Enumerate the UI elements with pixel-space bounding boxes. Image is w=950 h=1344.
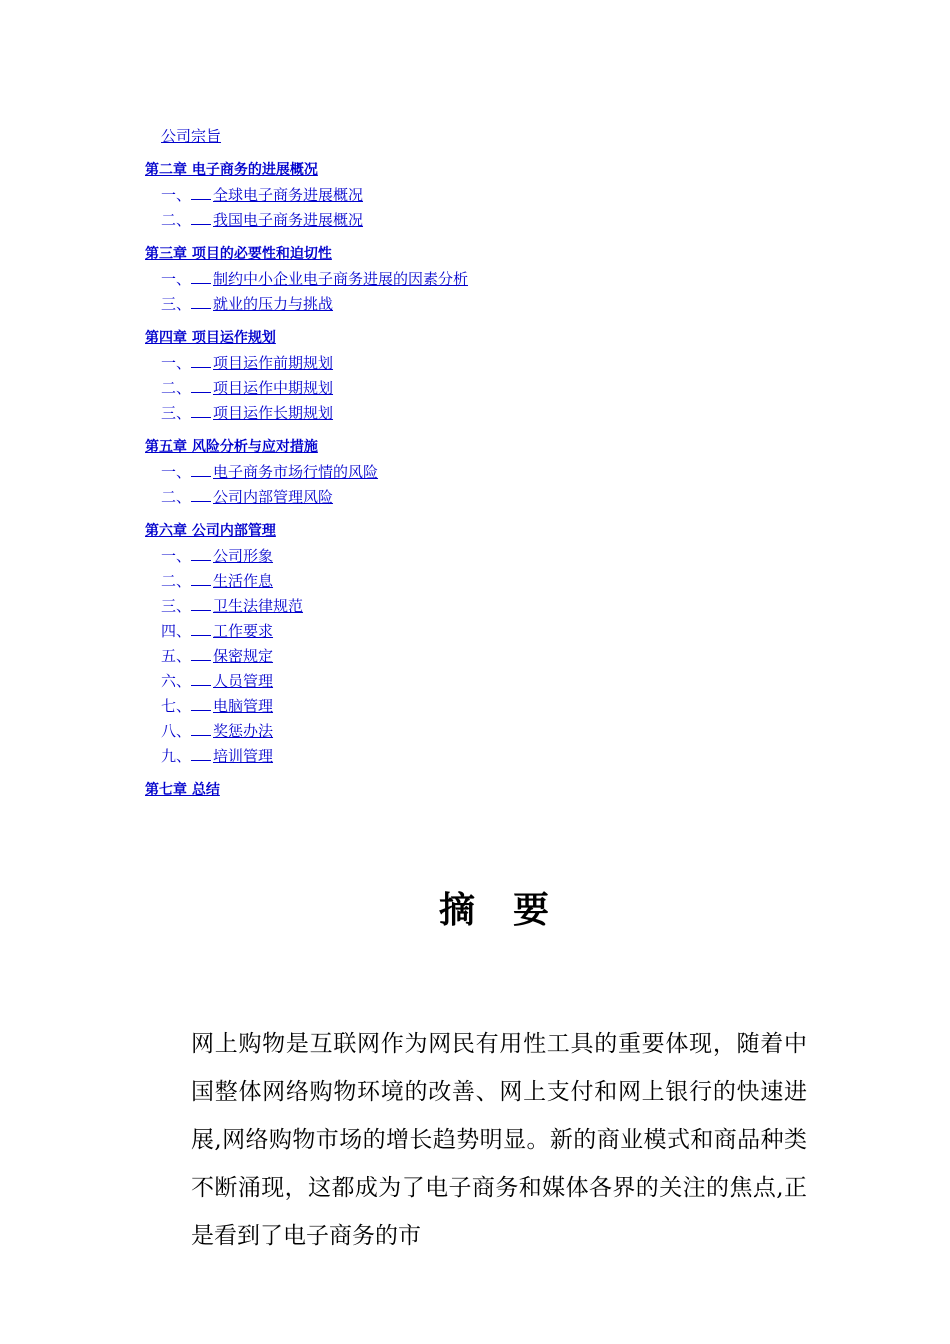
- toc-tab-leader: [191, 378, 211, 393]
- toc-item-number: 六、: [161, 672, 192, 690]
- toc-item-number: 二、: [161, 379, 192, 397]
- toc-item-number: 三、: [161, 597, 192, 615]
- toc-item[interactable]: [145, 208, 845, 233]
- toc-item[interactable]: [145, 401, 845, 426]
- toc-tab-leader: [191, 671, 211, 686]
- toc-tab-leader: [191, 621, 211, 636]
- toc-item-number: 一、: [161, 463, 192, 481]
- toc-chapter[interactable]: [145, 159, 845, 181]
- toc-item-link[interactable]: [161, 597, 303, 615]
- toc-chapter-link[interactable]: 第六章 公司内部管理: [145, 523, 276, 539]
- toc-item-link[interactable]: [161, 647, 273, 665]
- toc-item-label: 电子商务市场行情的风险: [213, 463, 379, 481]
- toc-item-link[interactable]: [161, 672, 273, 690]
- toc-item-number: 八、: [161, 722, 192, 740]
- toc-item-number: 二、: [161, 488, 192, 506]
- toc-tab-leader: [191, 185, 211, 200]
- toc-item-link[interactable]: [161, 463, 378, 481]
- toc-item[interactable]: [145, 594, 845, 619]
- toc-item-label: 人员管理: [213, 672, 274, 690]
- toc-chapter[interactable]: [145, 520, 845, 542]
- toc-item-number: 七、: [161, 697, 192, 715]
- toc-item[interactable]: [145, 292, 845, 317]
- toc-item-label: 奖惩办法: [213, 722, 274, 740]
- toc-chapter-link[interactable]: 第二章 电子商务的进展概况: [145, 162, 318, 178]
- toc-item-label: 电脑管理: [213, 697, 274, 715]
- toc-item[interactable]: [145, 569, 845, 594]
- toc-chapters: [145, 159, 845, 801]
- toc-chapter-link[interactable]: 第四章 项目运作规划: [145, 330, 276, 346]
- toc-chapter[interactable]: [145, 327, 845, 349]
- toc-item[interactable]: [145, 694, 845, 719]
- toc-item[interactable]: [145, 376, 845, 401]
- toc-item-link[interactable]: [161, 488, 333, 506]
- toc-item-link[interactable]: [161, 747, 273, 765]
- toc-item-number: 二、: [161, 572, 192, 590]
- toc-item-number: 四、: [161, 622, 192, 640]
- toc-item[interactable]: [145, 351, 845, 376]
- toc-chapter-link[interactable]: 第三章 项目的必要性和迫切性: [145, 246, 332, 262]
- toc-tab-leader: [191, 696, 211, 711]
- toc-item[interactable]: [145, 267, 845, 292]
- toc-item-link[interactable]: [161, 722, 273, 740]
- toc-item-label: 就业的压力与挑战: [213, 295, 334, 313]
- toc-chapter[interactable]: [145, 779, 845, 801]
- toc-item[interactable]: [145, 619, 845, 644]
- toc-item-label: 项目运作中期规划: [213, 379, 334, 397]
- toc-link[interactable]: 公司宗旨: [161, 127, 222, 145]
- toc-tab-leader: [191, 721, 211, 736]
- toc-item-link[interactable]: [161, 404, 333, 422]
- toc-chapter-link[interactable]: 第五章 风险分析与应对措施: [145, 439, 318, 455]
- toc-item[interactable]: [145, 544, 845, 569]
- toc-chapter-link[interactable]: 第七章 总结: [145, 782, 220, 798]
- toc-item-number: 一、: [161, 547, 192, 565]
- toc-item[interactable]: [145, 485, 845, 510]
- abstract-heading: 摘要: [438, 890, 587, 931]
- toc-item-link[interactable]: [161, 295, 333, 313]
- toc-tab-leader: [191, 596, 211, 611]
- toc-item-link[interactable]: [161, 211, 363, 229]
- toc-item-number: 三、: [161, 295, 192, 313]
- toc-item[interactable]: [145, 644, 845, 669]
- toc-item-number: 三、: [161, 404, 192, 422]
- toc-item[interactable]: [145, 460, 845, 485]
- toc-item-label: 工作要求: [213, 622, 274, 640]
- toc-item-link[interactable]: [161, 547, 273, 565]
- toc-item-number: 一、: [161, 186, 192, 204]
- toc-item[interactable]: [145, 669, 845, 694]
- toc-item-link[interactable]: [161, 379, 333, 397]
- toc-tab-leader: [191, 571, 211, 586]
- toc-item-label: 公司形象: [213, 547, 274, 565]
- toc-item[interactable]: [145, 183, 845, 208]
- toc-item-label: 全球电子商务进展概况: [213, 186, 364, 204]
- toc-item-link[interactable]: [161, 354, 333, 372]
- toc-tab-leader: [191, 294, 211, 309]
- toc-tab-leader: [191, 462, 211, 477]
- abstract-paragraph-text: 网上购物是互联网作为网民有用性工具的重要体现，随着中国整体网络购物环境的改善、网上支付和网上银行的快速进展,网络购物市场的增长趋势明显。新的商业模式和商品种类不断涌现，这都成为了电子商务和媒体各界的关注的焦点,正是看到了电子商务的市: [191, 1031, 807, 1249]
- abstract-paragraph: [145, 1020, 807, 1260]
- toc-item-link[interactable]: [161, 572, 273, 590]
- toc-item-label: 公司内部管理风险: [213, 488, 334, 506]
- toc-item-label: 培训管理: [213, 747, 274, 765]
- toc-item-label: 生活作息: [213, 572, 274, 590]
- toc-tab-leader: [191, 546, 211, 561]
- toc-tab-leader: [191, 210, 211, 225]
- toc-item-number: 九、: [161, 747, 192, 765]
- toc-item-number: 一、: [161, 270, 192, 288]
- toc-item-number: 二、: [161, 211, 192, 229]
- table-of-contents: [145, 124, 845, 803]
- toc-item[interactable]: [145, 744, 845, 769]
- toc-item-link[interactable]: [161, 270, 468, 288]
- toc-item-company-purpose[interactable]: [145, 124, 845, 149]
- toc-tab-leader: [191, 487, 211, 502]
- toc-item-label: 保密规定: [213, 647, 274, 665]
- toc-chapter[interactable]: [145, 243, 845, 265]
- toc-item-number: 一、: [161, 354, 192, 372]
- toc-tab-leader: [191, 269, 211, 284]
- toc-item-label: 卫生法律规范: [213, 597, 304, 615]
- toc-tab-leader: [191, 403, 211, 418]
- toc-item-label: 制约中小企业电子商务进展的因素分析: [213, 270, 469, 288]
- toc-item-number: 五、: [161, 647, 192, 665]
- toc-chapter[interactable]: [145, 436, 845, 458]
- toc-item-link[interactable]: [161, 622, 273, 640]
- toc-item-label: 项目运作前期规划: [213, 354, 334, 372]
- toc-item-link[interactable]: [161, 697, 273, 715]
- toc-item-link[interactable]: [161, 186, 363, 204]
- toc-tab-leader: [191, 353, 211, 368]
- toc-tab-leader: [191, 746, 211, 761]
- toc-tab-leader: [191, 646, 211, 661]
- toc-item-label: 项目运作长期规划: [213, 404, 334, 422]
- toc-item-label: 我国电子商务进展概况: [213, 211, 364, 229]
- toc-item[interactable]: [145, 719, 845, 744]
